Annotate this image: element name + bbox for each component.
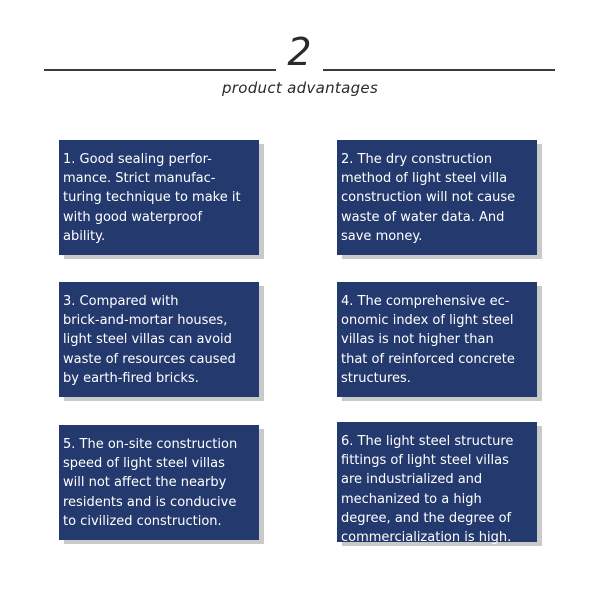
advantage-card-1-line-4: with good waterproof [63,209,203,225]
advantage-card-1-line-1: 1. Good sealing perfor- [63,152,212,167]
advantage-card-6-line-3: are industrialized and [341,472,483,488]
advantage-card-2-line-2: method of light steel villa [341,171,508,187]
advantage-card-6-line-1: 6. The light steel structure [341,434,514,449]
advantage-card-1-line-2: mance. Strict manufac- [63,171,216,187]
advantage-card-6-line-4: mechanized to a high [341,491,482,507]
section-number: 2 [287,30,312,74]
advantage-card-6-line-6: commercialization is high. [341,530,512,546]
advantage-card-5 [59,425,259,540]
advantage-card-4-line-1: 4. The comprehensive ec- [341,294,510,309]
advantage-card-1-line-3: turing technique to make it [63,190,241,206]
advantage-card-2-line-3: construction will not cause [341,190,516,206]
advantage-card-2-line-1: 2. The dry construction [341,152,493,167]
section-title: product advantages [221,79,379,97]
advantage-card-3 [59,282,259,397]
advantage-card-4-line-2: onomic index of light steel [341,313,514,329]
advantage-card-3-line-3: light steel villas can avoid [63,332,232,348]
advantage-card-4-line-3: villas is not higher than [341,332,494,348]
advantage-card-2-line-4: waste of water data. And [341,209,505,225]
advantage-card-1 [59,140,259,255]
header-rule-right [323,69,555,71]
advantage-card-2 [337,140,537,255]
advantage-card-5-line-3: will not affect the nearby [63,475,227,491]
advantage-card-4 [337,282,537,397]
advantage-card-5-line-4: residents and is conducive [63,494,237,510]
advantage-card-6 [337,422,537,546]
advantage-card-3-line-5: by earth-fired bricks. [63,370,199,386]
advantage-card-5-line-5: to civilized construction. [63,513,222,529]
advantage-card-5-line-1: 5. The on-site construction [63,437,238,452]
header-rule-left [44,69,276,71]
advantage-card-4-line-5: structures. [341,370,411,386]
advantage-card-4-line-4: that of reinforced concrete [341,351,515,367]
advantage-card-1-line-5: ability. [63,228,106,244]
advantage-card-3-line-2: brick-and-mortar houses, [63,313,228,329]
section-header [0,0,600,110]
advantage-card-2-line-5: save money. [341,228,423,244]
advantage-card-3-line-4: waste of resources caused [63,351,236,367]
advantage-card-6-line-2: fittings of light steel villas [341,453,509,469]
advantage-card-5-line-2: speed of light steel villas [63,456,225,472]
advantage-card-6-line-5: degree, and the degree of [341,510,512,526]
advantage-card-3-line-1: 3. Compared with [63,294,179,309]
